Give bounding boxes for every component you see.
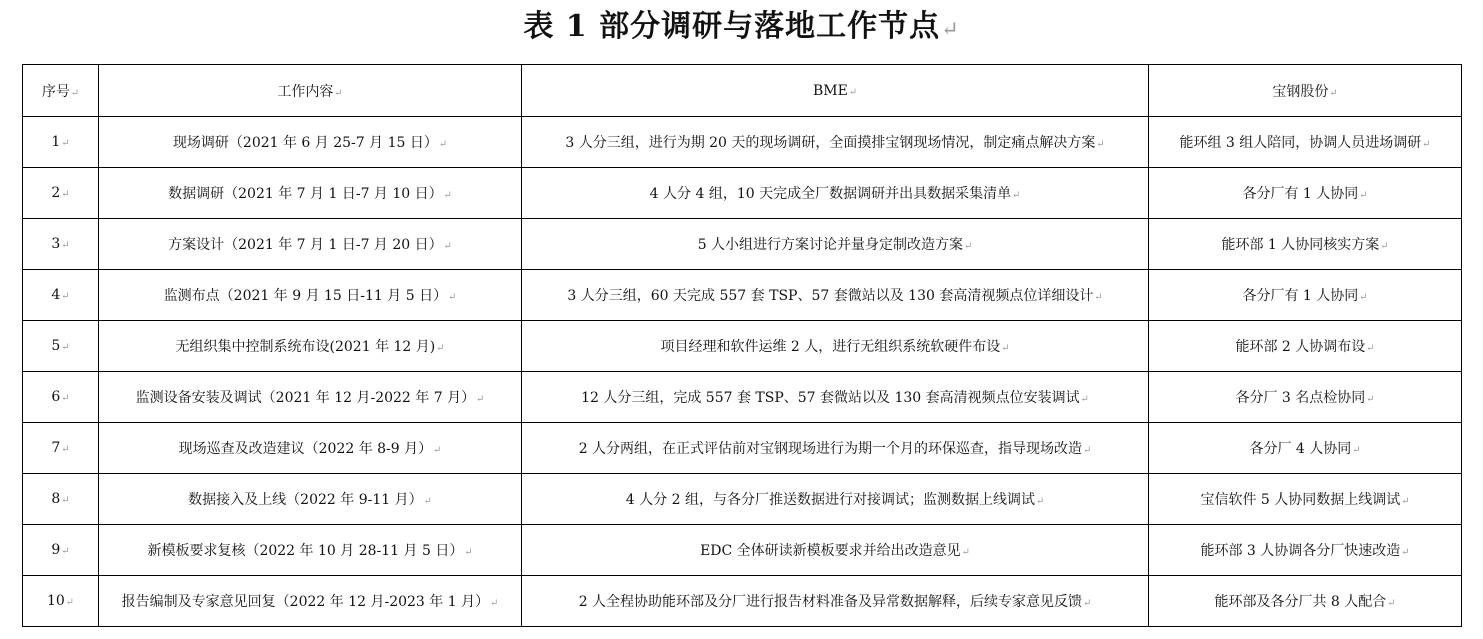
paragraph-mark-icon: ↵: [1359, 292, 1368, 303]
paragraph-mark-icon: ↵: [961, 547, 970, 558]
paragraph-mark-icon: ↵: [1359, 190, 1368, 201]
paragraph-mark-icon: ↵: [436, 343, 445, 354]
cell-baosteel-text: 各分厂有 1 人协同: [1242, 288, 1359, 304]
cell-no-text: 7: [51, 440, 61, 456]
cell-baosteel: [1149, 423, 1462, 474]
cell-content: [99, 168, 522, 219]
table-row: [23, 321, 1462, 372]
cell-content-text: 数据调研（2021 年 7 月 1 日-7 月 10 日）: [168, 186, 443, 202]
paragraph-mark-icon: ↵: [61, 138, 70, 149]
paragraph-mark-icon: ↵: [61, 393, 70, 404]
paragraph-mark-icon: ↵: [433, 445, 442, 456]
cell-baosteel: [1149, 321, 1462, 372]
paragraph-mark-icon: ↵: [61, 495, 70, 506]
paragraph-mark-icon: ↵: [1401, 496, 1410, 507]
paragraph-mark-icon: ↵: [490, 598, 499, 609]
table-row: [23, 474, 1462, 525]
table-row: [23, 270, 1462, 321]
table-body: [23, 117, 1462, 627]
cell-content-text: 无组织集中控制系统布设(2021 年 12 月): [175, 339, 436, 355]
header-label: 工作内容: [277, 83, 334, 100]
header-cell-no: [23, 65, 99, 117]
cell-no-text: 1: [51, 134, 61, 150]
paragraph-mark-icon: ↵: [443, 190, 452, 201]
paragraph-mark-icon: ↵: [1083, 598, 1092, 609]
cell-content-text: 现场巡查及改造建议（2022 年 8-9 月）: [178, 441, 433, 457]
table-row: [23, 219, 1462, 270]
cell-baosteel-text: 各分厂 3 名点检协同: [1235, 390, 1366, 406]
cell-baosteel-text: 能环部 3 人协调各分厂快速改造: [1200, 543, 1401, 559]
header-row: [23, 65, 1462, 117]
cell-bme: [522, 525, 1149, 576]
cell-content-text: 方案设计（2021 年 7 月 1 日-7 月 20 日）: [168, 237, 443, 253]
paragraph-mark-icon: ↵: [1080, 394, 1089, 405]
paragraph-mark-icon: ↵: [1380, 241, 1389, 252]
cell-baosteel-text: 各分厂 4 人协同: [1249, 441, 1352, 457]
paragraph-mark-icon: ↵: [61, 444, 70, 455]
header-cell-content: [99, 65, 522, 117]
paragraph-mark-icon: ↵: [464, 547, 473, 558]
paragraph-mark-icon: ↵: [1401, 547, 1410, 558]
cell-content-text: 数据接入及上线（2022 年 9-11 月）: [188, 492, 423, 508]
table-title: [0, 4, 1483, 52]
cell-bme: [522, 372, 1149, 423]
paragraph-mark-icon: ↵: [61, 189, 70, 200]
cell-bme: [522, 321, 1149, 372]
paragraph-mark-icon: ↵: [334, 87, 343, 99]
paragraph-mark-icon: ↵: [476, 394, 485, 405]
cell-baosteel-text: 能环部 2 人协调布设: [1235, 339, 1366, 355]
table-row: [23, 423, 1462, 474]
cell-content: [99, 117, 522, 168]
header-label: 宝钢股份: [1272, 83, 1329, 100]
paragraph-mark-icon: ↵: [1083, 445, 1092, 456]
cell-content: [99, 474, 522, 525]
table-row: [23, 576, 1462, 627]
cell-bme: [522, 219, 1149, 270]
cell-no-text: 8: [51, 491, 61, 507]
header-label: BME: [812, 82, 848, 99]
cell-baosteel: [1149, 372, 1462, 423]
paragraph-mark-icon: ↵: [1001, 343, 1010, 354]
cell-baosteel-text: 能环部 1 人协同核实方案: [1221, 237, 1380, 253]
paragraph-mark-icon: ↵: [1329, 87, 1338, 99]
paragraph-mark-icon: ↵: [61, 546, 70, 557]
paragraph-mark-icon: ↵: [443, 241, 452, 252]
cell-no: [23, 219, 99, 270]
paragraph-mark-icon: ↵: [448, 292, 457, 303]
paragraph-mark-icon: ↵: [964, 241, 973, 252]
cell-bme: [522, 117, 1149, 168]
cell-bme-text: 5 人小组进行方案讨论并量身定制改造方案: [697, 237, 964, 253]
paragraph-mark-icon: ↵: [65, 597, 75, 608]
cell-no: [23, 474, 99, 525]
cell-baosteel-text: 各分厂有 1 人协同: [1242, 186, 1359, 202]
paragraph-mark-icon: ↵: [941, 17, 960, 41]
header-cell-baosteel: [1149, 65, 1462, 117]
cell-content: [99, 525, 522, 576]
cell-no-text: 9: [51, 542, 61, 558]
header-label: 序号: [41, 83, 70, 100]
cell-baosteel: [1149, 474, 1462, 525]
paragraph-mark-icon: ↵: [1387, 598, 1396, 609]
cell-bme-text: 4 人分 4 组，10 天完成全厂数据调研并出具数据采集清单: [649, 186, 1012, 202]
paragraph-mark-icon: ↵: [1012, 190, 1021, 201]
cell-bme-text: 项目经理和软件运维 2 人，进行无组织系统软硬件布设: [660, 339, 1001, 355]
cell-baosteel-text: 能环组 3 组人陪同，协调人员进场调研: [1179, 135, 1422, 151]
cell-content: [99, 372, 522, 423]
cell-no: [23, 321, 99, 372]
cell-content-text: 监测设备安装及调试（2021 年 12 月-2022 年 7 月）: [135, 390, 476, 406]
cell-bme-text: 2 人分两组，在正式评估前对宝钢现场进行为期一个月的环保巡查，指导现场改造: [578, 441, 1083, 457]
cell-bme-text: 3 人分三组，60 天完成 557 套 TSP、57 套微站以及 130 套高清视频点位详细设计: [567, 288, 1094, 304]
paragraph-mark-icon: ↵: [1422, 139, 1431, 150]
cell-no: [23, 168, 99, 219]
table-row: [23, 117, 1462, 168]
cell-bme: [522, 423, 1149, 474]
cell-content: [99, 576, 522, 627]
cell-content-text: 监测布点（2021 年 9 月 15 日-11 月 5 日）: [163, 288, 448, 304]
paragraph-mark-icon: ↵: [1352, 445, 1361, 456]
cell-no-text: 2: [51, 185, 61, 201]
paragraph-mark-icon: ↵: [70, 87, 80, 99]
cell-baosteel: [1149, 525, 1462, 576]
paragraph-mark-icon: ↵: [1366, 343, 1375, 354]
cell-no-text: 5: [51, 338, 61, 354]
cell-baosteel: [1149, 219, 1462, 270]
cell-bme: [522, 270, 1149, 321]
paragraph-mark-icon: ↵: [1035, 496, 1045, 507]
paragraph-mark-icon: ↵: [848, 86, 858, 98]
header-cell-bme: [522, 65, 1149, 117]
cell-baosteel: [1149, 270, 1462, 321]
cell-content-text: 报告编制及专家意见回复（2022 年 12 月-2023 年 1 月）: [121, 594, 490, 610]
cell-no: [23, 576, 99, 627]
cell-content-text: 现场调研（2021 年 6 月 25-7 月 15 日）: [172, 135, 438, 151]
cell-bme: [522, 576, 1149, 627]
cell-bme-text: 12 人分三组，完成 557 套 TSP、57 套微站以及 130 套高清视频点位安装调试: [581, 390, 1080, 406]
cell-baosteel: [1149, 168, 1462, 219]
cell-no-text: 3: [51, 236, 61, 252]
cell-content: [99, 270, 522, 321]
cell-no-text: 6: [51, 389, 61, 405]
table-row: [23, 525, 1462, 576]
cell-bme-text: 3 人分三组，进行为期 20 天的现场调研，全面摸排宝钢现场情况，制定痛点解决方案: [565, 135, 1096, 151]
cell-bme: [522, 168, 1149, 219]
cell-bme: [522, 474, 1149, 525]
cell-content-text: 新模板要求复核（2022 年 10 月 28-11 月 5 日）: [147, 543, 464, 559]
cell-content: [99, 321, 522, 372]
cell-baosteel-text: 宝信软件 5 人协同数据上线调试: [1200, 492, 1401, 508]
paragraph-mark-icon: ↵: [423, 496, 432, 507]
table-row: [23, 372, 1462, 423]
table-title-text: 表 1 部分调研与落地工作节点: [523, 9, 941, 44]
cell-content: [99, 423, 522, 474]
cell-no: [23, 117, 99, 168]
paragraph-mark-icon: ↵: [1094, 292, 1103, 303]
work-nodes-table: [22, 64, 1462, 627]
cell-content: [99, 219, 522, 270]
paragraph-mark-icon: ↵: [438, 139, 448, 150]
cell-no-text: 4: [51, 287, 61, 303]
cell-baosteel: [1149, 576, 1462, 627]
cell-bme-text: EDC 全体研读新模板要求并给出改造意见: [700, 543, 961, 559]
cell-bme-text: 2 人全程协助能环部及分厂进行报告材料准备及异常数据解释，后续专家意见反馈: [578, 594, 1083, 610]
paragraph-mark-icon: ↵: [61, 291, 70, 302]
cell-no: [23, 423, 99, 474]
paragraph-mark-icon: ↵: [1366, 394, 1375, 405]
cell-no-text: 10: [46, 593, 65, 609]
cell-baosteel-text: 能环部及各分厂共 8 人配合: [1214, 594, 1387, 610]
table-row: [23, 168, 1462, 219]
paragraph-mark-icon: ↵: [1096, 139, 1105, 150]
paragraph-mark-icon: ↵: [61, 342, 70, 353]
cell-no: [23, 372, 99, 423]
cell-no: [23, 525, 99, 576]
paragraph-mark-icon: ↵: [61, 240, 70, 251]
cell-bme-text: 4 人分 2 组，与各分厂推送数据进行对接调试；监测数据上线调试: [625, 492, 1035, 508]
cell-baosteel: [1149, 117, 1462, 168]
cell-no: [23, 270, 99, 321]
